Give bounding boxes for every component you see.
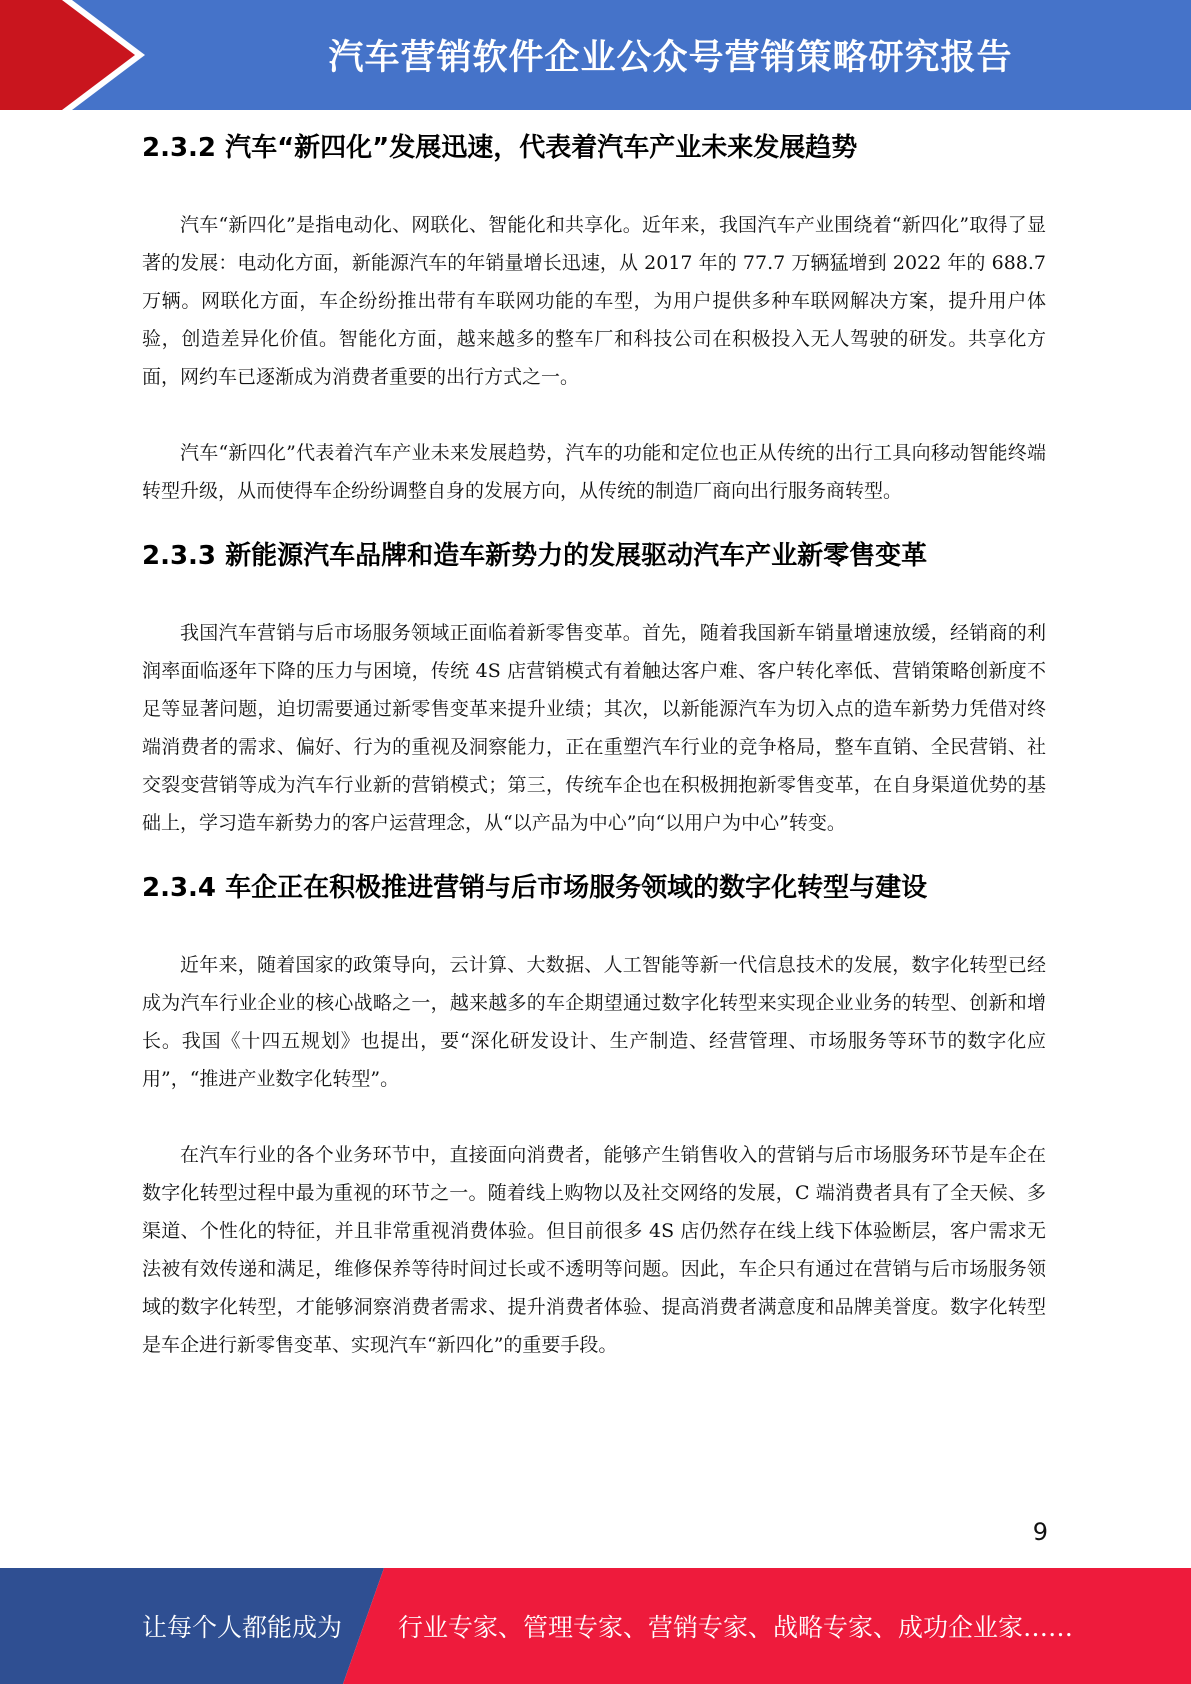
- section-heading-2-3-3: 2.3.3 新能源汽车品牌和造车新势力的发展驱动汽车产业新零售变革: [142, 541, 928, 571]
- paragraph: 汽车“新四化”是指电动化、网联化、智能化和共享化。近年来，我国汽车产业围绕着“新四化”取得了显著的发展：电动化方面，新能源汽车的年销量增长迅速，从 2017 年的 77.7 万辆猛增到 2022 年的 688.7 万辆。网联化方面，车企纷纷推出带有车联网功能的车型，为用户提供多种车联网解决方案，提升用户体验，创造差异化价值。智能化方面，越来越多的整车厂和科技公司在积极投入无人驾驶的研发。共享化方面，网约车已逐渐成为消费者重要的出行方式之一。: [142, 214, 1046, 388]
- paragraph: 我国汽车营销与后市场服务领域正面临着新零售变革。首先，随着我国新车销量增速放缓，经销商的利润率面临逐年下降的压力与困境，传统 4S 店营销模式有着触达客户难、客户转化率低、营销策略创新度不足等显著问题，迫切需要通过新零售变革来提升业绩；其次，以新能源汽车为切入点的造车新势力凭借对终端消费者的需求、偏好、行为的重视及洞察能力，正在重塑汽车行业的竞争格局，整车直销、全民营销、社交裂变营销等成为汽车行业新的营销模式；第三，传统车企也在积极拥抱新零售变革，在自身渠道优势的基础上，学习造车新势力的客户运营理念，从“以产品为中心”向“以用户为中心”转变。: [142, 622, 1046, 834]
- paragraph: 近年来，随着国家的政策导向，云计算、大数据、人工智能等新一代信息技术的发展，数字化转型已经成为汽车行业企业的核心战略之一，越来越多的车企期望通过数字化转型来实现企业业务的转型、创新和增长。我国《十四五规划》也提出，要“深化研发设计、生产制造、经营管理、市场服务等环节的数字化应用”，“推进产业数字化转型”。: [142, 954, 1046, 1090]
- main-content: [142, 128, 1046, 1364]
- header-arrow-decoration: [0, 0, 160, 110]
- section-heading-2-3-2: 2.3.2 汽车“新四化”发展迅速，代表着汽车产业未来发展趋势: [142, 133, 858, 163]
- section-heading-2-3-4: 2.3.4 车企正在积极推进营销与后市场服务领域的数字化转型与建设: [142, 873, 928, 903]
- paragraph: 汽车“新四化”代表着汽车产业未来发展趋势，汽车的功能和定位也正从传统的出行工具向移动智能终端转型升级，从而使得车企纷纷调整自身的发展方向，从传统的制造厂商向出行服务商转型。: [142, 442, 1046, 502]
- report-title: 汽车营销软件企业公众号营销策略研究报告: [328, 38, 1013, 78]
- page-number: 9: [1032, 1518, 1048, 1546]
- footer-slogan-left: 让每个人都能成为: [142, 1613, 343, 1642]
- paragraph: 在汽车行业的各个业务环节中，直接面向消费者，能够产生销售收入的营销与后市场服务环节是车企在数字化转型过程中最为重视的环节之一。随着线上购物以及社交网络的发展，C 端消费者具有了全天候、多渠道、个性化的特征，并且非常重视消费体验。但目前很多 4S 店仍然存在线上线下体验断层，客户需求无法被有效传递和满足，维修保养等待时间过长或不透明等问题。因此，车企只有通过在营销与后市场服务领域的数字化转型，才能够洞察消费者需求、提升消费者体验、提高消费者满意度和品牌美誉度。数字化转型是车企进行新零售变革、实现汽车“新四化”的重要手段。: [142, 1144, 1046, 1356]
- page-footer: [0, 1568, 1191, 1684]
- page-header: [0, 0, 1191, 110]
- footer-slogan-right: 行业专家、管理专家、营销专家、战略专家、成功企业家……: [398, 1613, 1074, 1642]
